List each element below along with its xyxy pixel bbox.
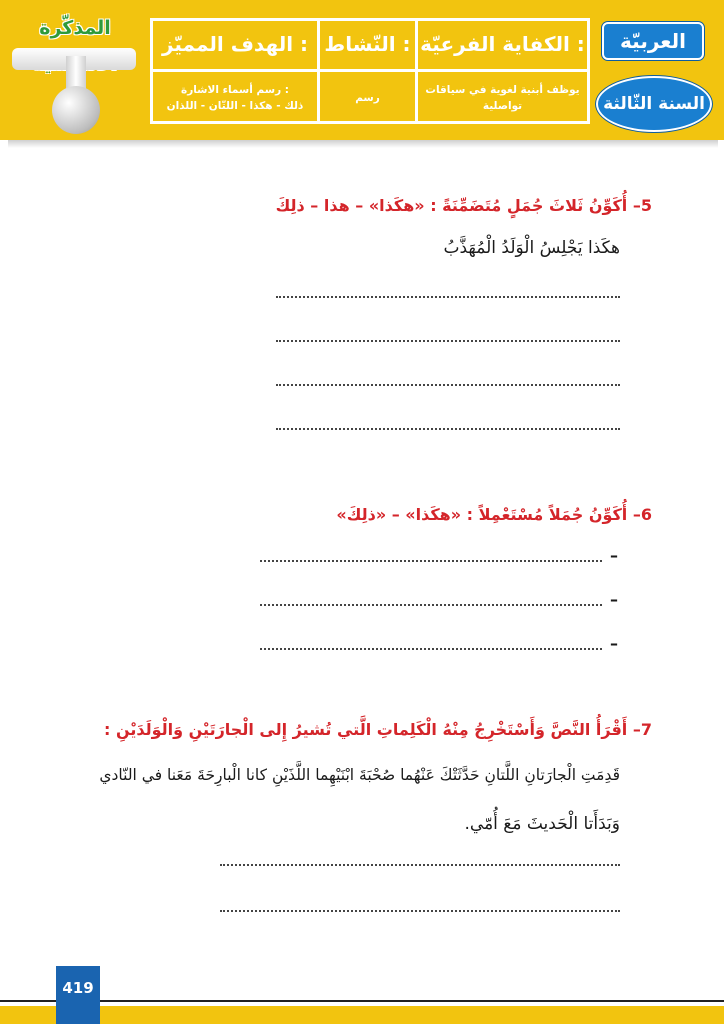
answer-line-6-2[interactable] <box>260 604 602 606</box>
dash-6-3: – <box>610 634 618 653</box>
question-6-title: 6– أُكَوِّنُ جُمَلاً مُسْتَعْمِلاً : «هكَذا» – «ذلِكَ» <box>336 505 652 524</box>
goal-text <box>153 72 317 124</box>
question-7-text-line-2: وَبَدَأَتا الْحَديثَ مَعَ أُمّي. <box>464 814 620 834</box>
competency-text <box>418 72 587 124</box>
answer-line-5-1[interactable] <box>276 296 620 298</box>
competency-line-2: تواصلية <box>482 100 523 112</box>
question-5-title: 5– أُكَوِّنُ ثَلاثَ جُمَلٍ مُتَضَمِّنَةً : «هكَذا» – هذا – ذلِكَ <box>275 196 652 215</box>
goal-line-2: ذلك - هكذا - اللتّان - اللذان <box>166 100 304 112</box>
answer-line-5-3[interactable] <box>276 384 620 386</box>
question-7-text-line-1: قَدِمَتِ الْجارَتانِ اللَّتانِ حَدَّثَتْكَ عَنْهُما صُحْبَةَ ابْنَيْهِما اللَّذَيْنِ كانا الْبارِحَةَ مَعَنا في النّادي <box>99 766 620 784</box>
goal-line-1: رسم أسماء الاشارة : <box>181 84 289 96</box>
competency-line-1: يوظف أبنية لغوية في سياقات <box>425 84 580 96</box>
page-number: 419 <box>56 966 100 1024</box>
grade-badge: السنة الثّالثة <box>596 76 712 132</box>
notebook-logo-ball <box>52 86 100 134</box>
dash-6-2: – <box>610 590 618 609</box>
activity-cell <box>317 21 415 121</box>
competency-cell <box>415 21 587 121</box>
activity-title: النّشاط : <box>320 21 415 72</box>
activity-text <box>320 72 415 124</box>
answer-line-6-1[interactable] <box>260 560 602 562</box>
answer-line-5-2[interactable] <box>276 340 620 342</box>
goal-cell <box>153 21 317 121</box>
footer-band <box>0 1006 724 1024</box>
question-5-example: هكَذا يَجْلِسُ الْوَلَدُ الْمُهَذَّبُ <box>443 238 620 258</box>
subject-badge: العربيّة <box>602 22 704 60</box>
answer-line-6-3[interactable] <box>260 648 602 650</box>
dash-6-1: – <box>610 546 618 565</box>
question-7-title: 7– أَقْرَأُ النَّصَّ وَأَسْتَخْرِجُ مِنْهُ الْكَلِماتِ الَّتي تُشيرُ إِلى الْجارَتَيْنِ وَالْوَلَدَيْنِ : <box>103 720 652 739</box>
notebook-logo-text: المذكّرة <box>39 17 111 39</box>
answer-line-5-4[interactable] <box>276 428 620 430</box>
footer-rule <box>0 1000 724 1002</box>
competency-title: الكفاية الفرعيّة : <box>418 21 587 72</box>
header-table <box>150 18 590 124</box>
header-shadow <box>8 140 718 148</box>
answer-line-7-2[interactable] <box>220 910 620 912</box>
answer-line-7-1[interactable] <box>220 864 620 866</box>
activity-value: رسم <box>355 92 380 104</box>
goal-title: الهدف المميّز : <box>153 21 317 72</box>
